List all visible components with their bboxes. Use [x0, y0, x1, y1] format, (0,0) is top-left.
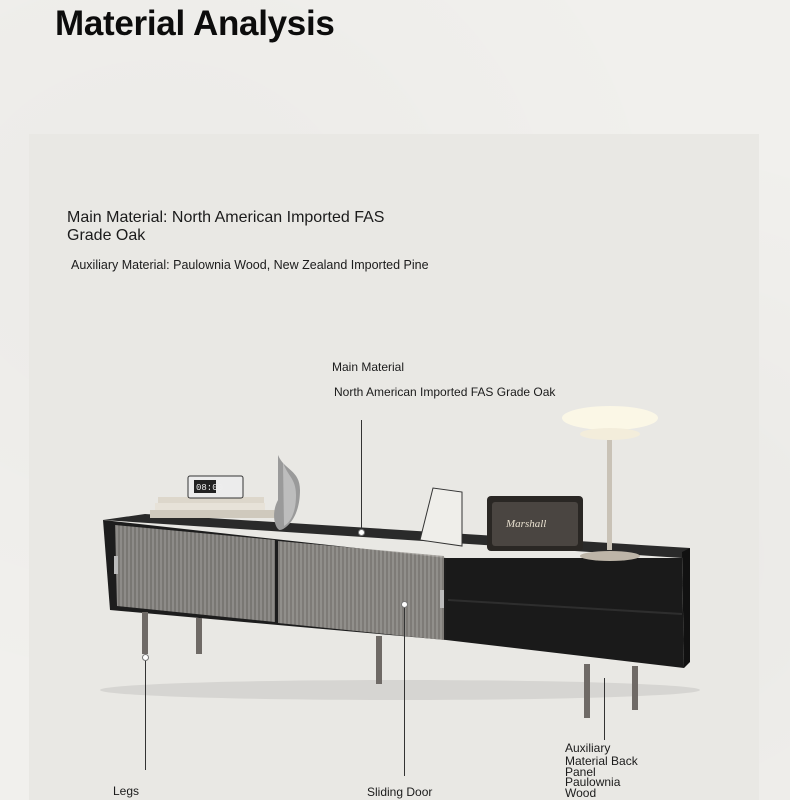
callout-main-material-value: North American Imported FAS Grade Oak — [334, 385, 556, 399]
page-title: Material Analysis — [55, 4, 335, 43]
callout-main-material-label: Main Material — [332, 360, 405, 374]
clock-display: 08:00 — [196, 483, 224, 493]
auxiliary-material-text: Auxiliary Material: Paulownia Wood, New Zealand Imported Pine — [71, 258, 429, 272]
speaker-brand: Marshall — [506, 518, 547, 530]
callout-legs: Legs — [113, 784, 140, 798]
callout-aux-line4: Paulownia — [565, 775, 621, 789]
callout-aux-line2: Material Back — [565, 754, 638, 768]
callout-aux-line3: Panel — [565, 765, 596, 779]
callout-aux-line1: Auxiliary — [565, 741, 611, 755]
callout-aux-line5: Wood — [565, 786, 597, 800]
main-material-heading: Main Material: North American Imported FAS Grade Oak — [67, 209, 385, 244]
callout-sliding-door: Sliding Door — [367, 785, 433, 799]
